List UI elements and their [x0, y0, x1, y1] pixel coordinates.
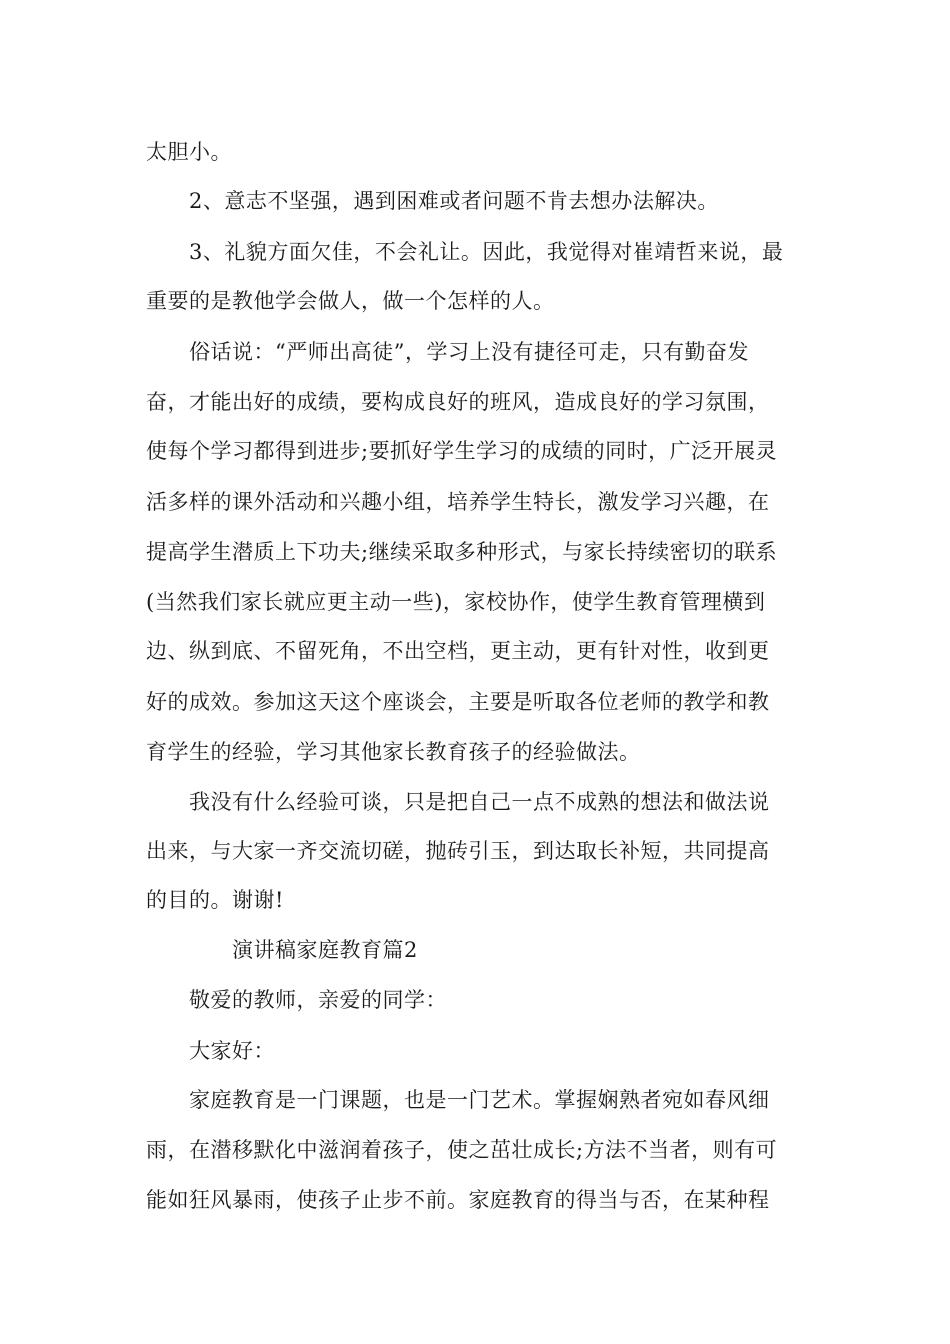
text-line: 能如狂风暴雨，使孩子止步不前。家庭教育的得当与否，在某种程	[146, 1188, 770, 1212]
text-line: 活多样的课外活动和兴趣小组，培养学生特长，激发学习兴趣，在	[146, 490, 770, 514]
text-line: 边、纵到底、不留死角，不出空档，更主动，更有针对性，收到更	[146, 639, 770, 663]
salutation: 敬爱的教师，亲爱的同学：	[189, 988, 447, 1012]
text-line: 育学生的经验，学习其他家长教育孩子的经验做法。	[146, 740, 641, 764]
text-line: 重要的是教他学会做人，做一个怎样的人。	[146, 289, 555, 313]
paragraph-start: 我没有什么经验可谈，只是把自己一点不成熟的想法和做法说	[189, 790, 770, 814]
text-line: 提高学生潜质上下功夫;继续采取多种形式，与家长持续密切的联系	[146, 540, 778, 564]
text-line: (当然我们家长就应更主动一些)，家校协作，使学生教育管理横到	[146, 590, 766, 614]
text-line: 好的成效。参加这天这个座谈会，主要是听取各位老师的教学和教	[146, 690, 770, 714]
text-line: 的目的。谢谢!	[146, 888, 284, 912]
text-line: 雨，在潜移默化中滋润着孩子，使之茁壮成长;方法不当者，则有可	[146, 1138, 778, 1162]
text-line: 使每个学习都得到进步;要抓好学生学习的成绩的同时，广泛开展灵	[146, 439, 778, 463]
greeting: 大家好：	[189, 1039, 275, 1063]
list-item-3: 3、礼貌方面欠佳，不会礼让。因此，我觉得对崔靖哲来说，最	[189, 240, 784, 264]
section-title: 演讲稿家庭教育篇2	[232, 938, 418, 962]
text-line: 太胆小。	[146, 140, 232, 164]
paragraph-start: 家庭教育是一门课题，也是一门艺术。掌握娴熟者宛如春风细	[189, 1088, 770, 1112]
paragraph-start: 俗话说：“严师出高徒”，学习上没有捷径可走，只有勤奋发	[189, 340, 749, 364]
text-line: 出来，与大家一齐交流切磋，抛砖引玉，到达取长补短，共同提高	[146, 839, 770, 863]
list-item-2: 2、意志不坚强，遇到困难或者问题不肯去想办法解决。	[189, 189, 719, 213]
text-line: 奋，才能出好的成绩，要构成良好的班风，造成良好的学习氛围，	[146, 390, 770, 414]
